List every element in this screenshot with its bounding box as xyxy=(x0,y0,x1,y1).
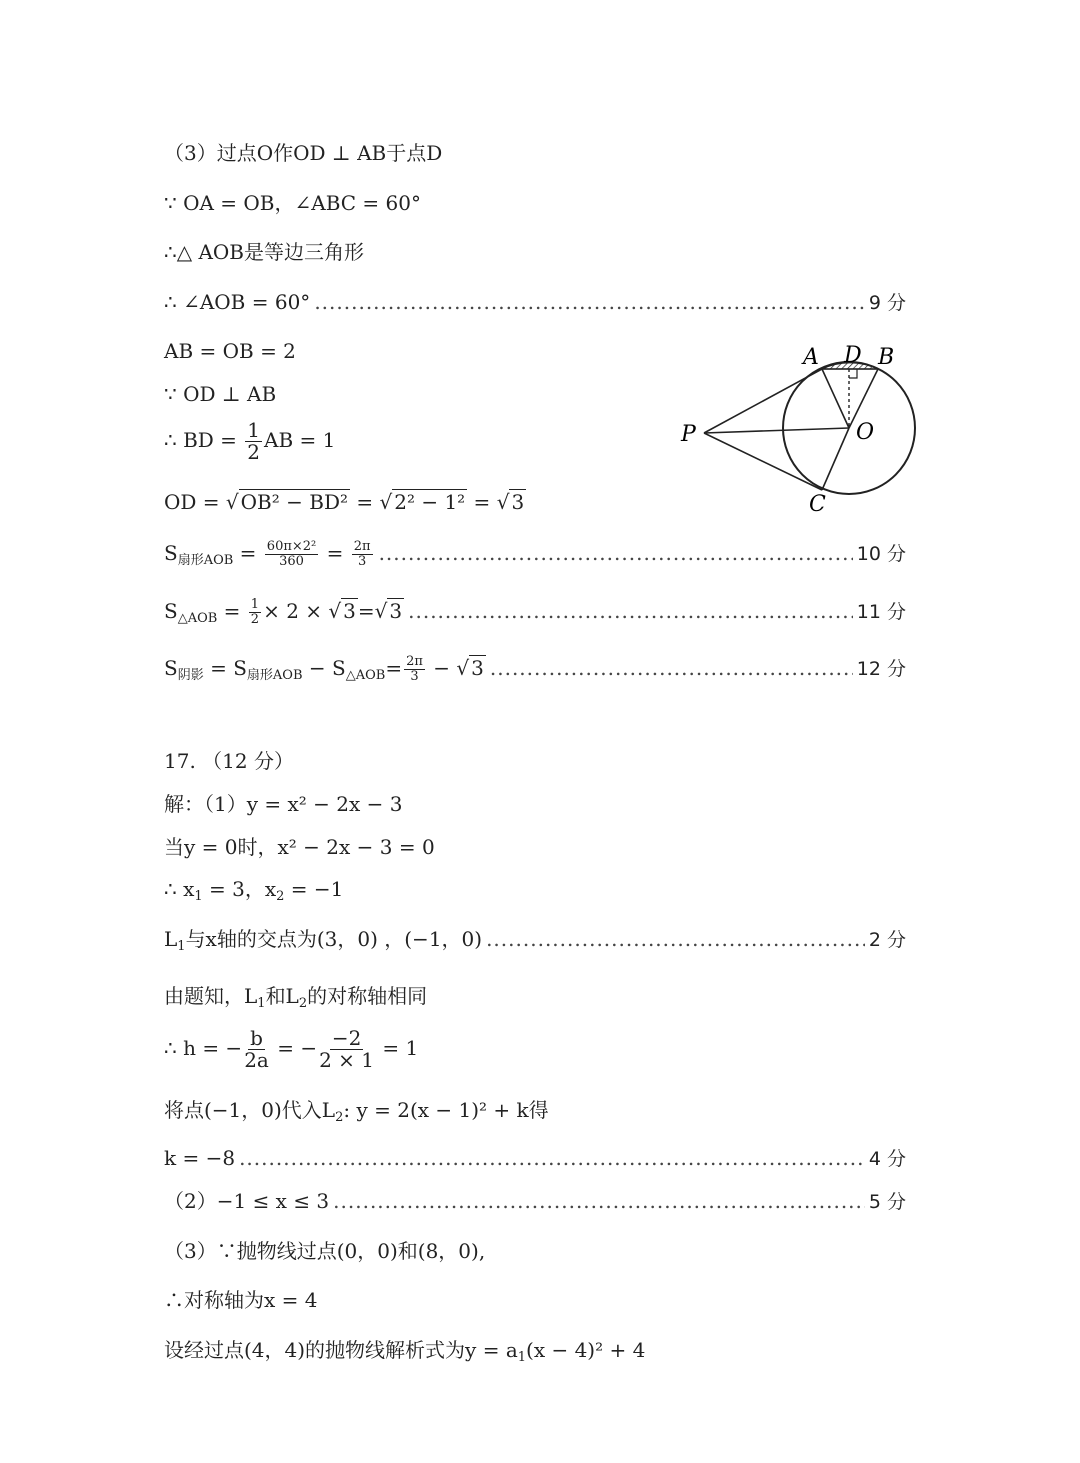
line-bd-prefix: ∴ BD = xyxy=(164,428,244,452)
score: 2 分 xyxy=(868,929,906,951)
fraction xyxy=(319,1028,374,1071)
subscript: 1 xyxy=(177,939,186,954)
line-oa-ob: ∵ OA = OB，∠ABC = 60° xyxy=(164,191,421,215)
area-subscript: △AOB xyxy=(345,668,386,683)
equals: = xyxy=(467,490,497,514)
text: 与x轴的交点为(3，0) ，(−1，0) xyxy=(185,927,483,951)
text: = −1 xyxy=(284,877,344,901)
equals: = xyxy=(233,541,263,565)
text: ∴ x xyxy=(164,877,195,901)
score: 9 分 xyxy=(868,292,906,314)
q17-line-2: 当y = 0时，x² − 2x − 3 = 0 xyxy=(164,835,435,859)
subscript: 1 xyxy=(194,889,203,904)
text: （2）−1 ≤ x ≤ 3 xyxy=(164,1189,330,1213)
score: 10 分 xyxy=(856,543,906,565)
line-ab: AB = OB = 2 xyxy=(164,339,296,363)
subscript: 2 xyxy=(298,996,308,1011)
leader-dots xyxy=(239,1145,865,1171)
text: = 3，x xyxy=(202,877,277,901)
text: 将点(−1，0)代入L xyxy=(164,1098,336,1122)
radicand: OB² − BD² xyxy=(240,490,348,514)
numerator: 2π xyxy=(406,654,423,670)
line-od: OD = √ OB² − BD² = √ 2² − 1² = √ 3 xyxy=(164,490,525,514)
line-triangle: $S_{\triangle AOB}$ = $\frac{1}{2}$ × 2 × √ 3 =√ 3 ..... 11 分 xyxy=(164,598,906,632)
radicand: 3 xyxy=(511,490,525,514)
part3-header: （3）过点O作OD ⊥ AB于点D xyxy=(164,141,443,165)
denominator: 360 xyxy=(279,554,304,569)
score: 5 分 xyxy=(868,1191,906,1213)
equals: = xyxy=(217,599,247,623)
text: 和L xyxy=(265,984,299,1008)
area-symbol: S xyxy=(164,541,178,565)
area-subscript: △AOB xyxy=(177,611,218,626)
segment-oa xyxy=(822,369,849,428)
denominator: 2 xyxy=(247,440,261,464)
text: 设经过点(4，4)的抛物线解析式为y = a xyxy=(164,1338,518,1362)
segment-oc xyxy=(822,428,849,490)
text: L xyxy=(164,927,178,951)
text: 由题知，L xyxy=(164,984,258,1008)
times-two: × 2 × xyxy=(263,599,329,623)
line-angle xyxy=(164,289,906,316)
equals: = xyxy=(350,490,380,514)
subscript: 2 xyxy=(335,1110,344,1125)
radicand: 3 xyxy=(389,599,403,623)
q17-line-9 xyxy=(164,1188,906,1215)
fraction xyxy=(249,598,261,626)
q17-line-6 xyxy=(164,1028,418,1071)
q17-line-7 xyxy=(164,1097,549,1131)
numerator: b xyxy=(250,1026,263,1050)
line-bd-suffix: AB = 1 xyxy=(264,428,336,452)
leader-dots xyxy=(486,926,865,952)
segment-po xyxy=(704,428,849,433)
radicand: 2² − 1² xyxy=(394,490,466,514)
fraction xyxy=(352,540,373,568)
label-b: B xyxy=(878,345,895,370)
area-subscript: 阴影 xyxy=(177,668,204,683)
q17-header: 17. （12 分） xyxy=(164,749,294,773)
tangent-pa xyxy=(704,369,822,433)
line-od-prefix: OD = xyxy=(164,490,226,514)
leader-dots xyxy=(333,1188,865,1214)
text: ∴ h = − xyxy=(164,1036,243,1060)
radicand: 3 xyxy=(343,599,356,623)
line-sector xyxy=(164,540,906,574)
equals: = S xyxy=(203,656,247,680)
minus: − xyxy=(426,656,457,680)
line-od-perp: ∵ OD ⊥ AB xyxy=(164,382,277,406)
text: : y = 2(x − 1)² + k得 xyxy=(343,1098,549,1122)
leader-dots xyxy=(490,655,853,681)
text: = 1 xyxy=(376,1036,419,1060)
area-subscript: 扇形AOB xyxy=(246,668,303,683)
subscript: 1 xyxy=(517,1350,527,1365)
score: 11 分 xyxy=(856,601,906,623)
q17-line-11: ∴对称轴为x = 4 xyxy=(164,1288,318,1312)
minus: − S xyxy=(302,656,346,680)
radicand: 3 xyxy=(471,656,484,680)
subscript: 2 xyxy=(276,889,285,904)
text: (x − 4)² + 4 xyxy=(526,1338,646,1362)
circle-tangent-figure xyxy=(672,340,932,520)
q17-line-12 xyxy=(164,1337,645,1371)
numerator: 60π×2² xyxy=(266,539,317,555)
equals: = xyxy=(320,541,350,565)
line-shadow: $S_{阴影} = S_{扇形AOB} - S_{\triangle AOB}=$ $\frac{2\pi}{3}$ − √ 3 ..... 12 分 xyxy=(164,655,906,689)
equals: = xyxy=(357,599,375,623)
q17-line-1: 解：（1）y = x² − 2x − 3 xyxy=(164,792,403,816)
numerator: 1 xyxy=(247,418,261,442)
text: k = −8 xyxy=(164,1146,236,1170)
numerator: −2 xyxy=(331,1026,362,1050)
area-symbol: S xyxy=(164,656,178,680)
area-symbol: S xyxy=(164,599,178,623)
area-subscript: 扇形AOB xyxy=(177,553,234,568)
denominator: 3 xyxy=(358,554,367,569)
fraction xyxy=(245,420,262,463)
q17-line-10: （3）∵抛物线过点(0，0)和(8，0), xyxy=(164,1239,486,1263)
line-equilateral: ∴△ AOB是等边三角形 xyxy=(164,240,364,264)
denominator: 2 xyxy=(250,612,260,627)
q17-line-5 xyxy=(164,983,427,1017)
leader-dots xyxy=(408,598,853,624)
label-a: A xyxy=(803,345,819,370)
right-angle-mark xyxy=(849,369,857,378)
label-p: P xyxy=(681,422,696,447)
leader-dots xyxy=(314,289,865,315)
label-o: O xyxy=(856,420,875,445)
score: 4 分 xyxy=(868,1148,906,1170)
score: 12 分 xyxy=(856,658,906,680)
line-bd xyxy=(164,420,335,463)
leader-dots xyxy=(379,540,853,566)
line-angle-text: ∴ ∠AOB = 60° xyxy=(164,290,311,314)
q17-line-3 xyxy=(164,876,343,910)
fraction xyxy=(404,655,425,683)
fraction xyxy=(265,540,318,568)
numerator: 1 xyxy=(250,597,260,613)
q17-line-8 xyxy=(164,1145,906,1172)
q17-line-4 xyxy=(164,926,906,960)
subscript: 1 xyxy=(257,996,266,1011)
tangent-pc xyxy=(704,433,822,490)
text: = − xyxy=(270,1036,318,1060)
numerator: 2π xyxy=(353,539,371,555)
fraction xyxy=(244,1028,269,1071)
label-d: D xyxy=(844,343,862,368)
denominator: 2a xyxy=(244,1048,269,1072)
denominator: 2 × 1 xyxy=(319,1048,375,1072)
equals: = xyxy=(385,656,403,680)
label-c: C xyxy=(809,492,826,517)
denominator: 3 xyxy=(410,669,419,684)
text: 的对称轴相同 xyxy=(307,984,428,1008)
